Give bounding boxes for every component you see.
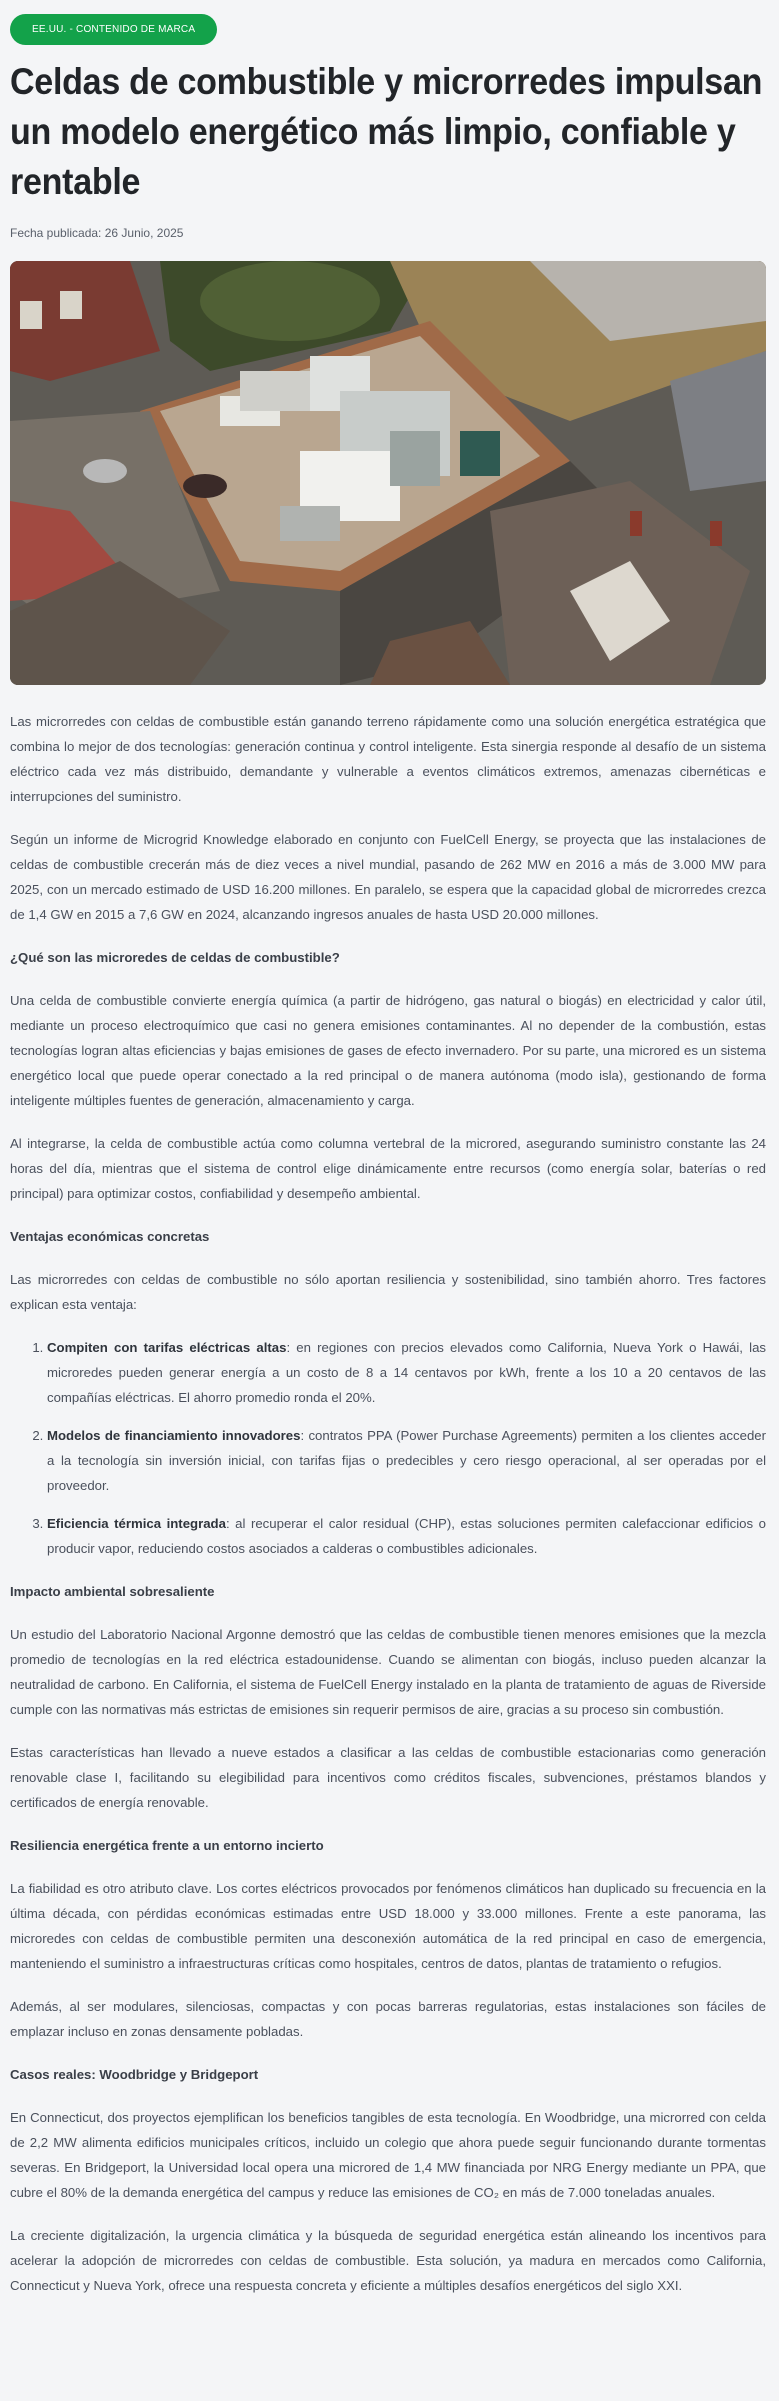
- list-item: [47, 1423, 766, 1498]
- section-heading-economic: Ventajas económicas concretas: [10, 1229, 210, 1244]
- section-heading-what-are: ¿Qué son las microredes de celdas de combustible?: [10, 950, 340, 965]
- list-item-title: Modelos de financiamiento innovadores: [47, 1428, 301, 1443]
- section-heading-environmental: Impacto ambiental sobresaliente: [10, 1584, 215, 1599]
- section5-paragraph-2: La creciente digitalización, la urgencia climática y la búsqueda de seguridad energética están alineando los incentivos para acelerar la adopción de microrredes con celdas de combustible. Esta solución, ya madura en mercados como California, Connecticut y Nueva York, ofrece una respuesta concreta y eficiente a múltiples desafíos energéticos del siglo XXI.: [10, 2228, 766, 2293]
- list-item: [47, 1335, 766, 1410]
- brand-content-badge[interactable]: EE.UU. - CONTENIDO DE MARCA: [10, 14, 217, 45]
- list-item-title: Compiten con tarifas eléctricas altas: [47, 1340, 287, 1355]
- section3-paragraph-2: Estas características han llevado a nueve estados a clasificar a las celdas de combustible estacionarias como generación renovable clase I, facilitando su elegibilidad para incentivos como créditos fiscales, subvenciones, préstamos blandos y certificados de energía renovable.: [10, 1745, 766, 1810]
- advantages-list: [10, 1335, 766, 1561]
- intro-paragraph-1: Las microrredes con celdas de combustible están ganando terreno rápidamente como una solución energética estratégica que combina lo mejor de dos tecnologías: generación continua y control inteligente. Esta sinergia responde al desafío de un sistema eléctrico cada vez más distribuido, demandante y vulnerable a eventos climáticos extremos, amenazas cibernéticas e interrupciones del suministro.: [10, 714, 766, 804]
- section4-paragraph-1: La fiabilidad es otro atributo clave. Los cortes eléctricos provocados por fenómenos climáticos han duplicado su frecuencia en la última década, con pérdidas económicas estimadas entre USD 18.000 y 33.000 millones. Frente a este panorama, las microredes con celdas de combustible permiten una desconexión automática de la red principal en caso de emergencia, manteniendo el suministro a infraestructuras críticas como hospitales, centros de datos, plantas de tratamiento o refugios.: [10, 1881, 766, 1971]
- section1-paragraph-2: Al integrarse, la celda de combustible actúa como columna vertebral de la microred, asegurando suministro constante las 24 horas del día, mientras que el sistema de control elige dinámicamente entre recursos (como energía solar, baterías o red principal) para optimizar costos, confiabilidad y desempeño ambiental.: [10, 1136, 766, 1201]
- section4-paragraph-2: Además, al ser modulares, silenciosas, compactas y con pocas barreras regulatorias, estas instalaciones son fáciles de emplazar incluso en zonas densamente pobladas.: [10, 1999, 766, 2039]
- list-item-text: : contratos PPA (Power Purchase Agreements) permiten a los clientes acceder a la tecnología sin inversión inicial, con tarifas fijas o predecibles y cero riesgo operacional, al ser operadas por el proveedor.: [47, 1428, 767, 1493]
- hero-image-fuel-cell-rooftop: [10, 261, 766, 685]
- article-title: Celdas de combustible y microrredes impulsan un modelo energético más limpio, confiable y rentable: [10, 61, 763, 202]
- publish-date: Fecha publicada: 26 Junio, 2025: [10, 226, 184, 240]
- article-body: [10, 709, 766, 2298]
- section-heading-resilience: Resiliencia energética frente a un entorno incierto: [10, 1838, 324, 1853]
- section3-paragraph-1: Un estudio del Laboratorio Nacional Argonne demostró que las celdas de combustible tienen menores emisiones que la mezcla promedio de tecnologías en la red eléctrica estadounidense. Cuando se alimentan con biogás, incluso pueden alcanzar la neutralidad de carbono. En California, el sistema de FuelCell Energy instalado en la planta de tratamiento de aguas de Riverside cumple con las normativas más estrictas de emisiones sin requerir permisos de aire, gracias a su proceso sin combustión.: [10, 1627, 766, 1717]
- section-heading-cases: Casos reales: Woodbridge y Bridgeport: [10, 2067, 259, 2082]
- list-item-text: : en regiones con precios elevados como California, Nueva York o Hawái, las microredes pueden generar energía a un costo de 8 a 14 centavos por kWh, frente a los 10 a 20 centavos de las compañías eléctricas. El ahorro promedio ronda el 20%.: [47, 1340, 766, 1405]
- list-item-title: Eficiencia térmica integrada: [47, 1516, 226, 1531]
- section2-intro: Las microrredes con celdas de combustible no sólo aportan resiliencia y sostenibilidad, sino también ahorro. Tres factores explican esta ventaja:: [10, 1272, 766, 1312]
- list-item: [47, 1511, 766, 1561]
- intro-paragraph-2: Según un informe de Microgrid Knowledge elaborado en conjunto con FuelCell Energy, se proyecta que las instalaciones de celdas de combustible crecerán más de diez veces a nivel mundial, pasando de 262 MW en 2016 a más de 3.000 MW para 2025, con un mercado estimado de USD 16.200 millones. En paralelo, se espera que la capacidad global de microrredes crezca de 1,4 GW en 2015 a 7,6 GW en 2024, alcanzando ingresos anuales de hasta USD 20.000 millones.: [10, 832, 766, 922]
- aerial-photo-illustration: [10, 261, 766, 685]
- section1-paragraph-1: Una celda de combustible convierte energía química (a partir de hidrógeno, gas natural o biogás) en electricidad y calor útil, mediante un proceso electroquímico que casi no genera emisiones contaminantes. Al no depender de la combustión, estas tecnologías logran altas eficiencias y bajas emisiones de gases de efecto invernadero. Por su parte, una microred es un sistema energético local que puede operar conectado a la red principal o de manera autónoma (modo isla), gestionando de forma inteligente múltiples fuentes de generación, almacenamiento y carga.: [10, 993, 766, 1108]
- section5-paragraph-1: En Connecticut, dos proyectos ejemplifican los beneficios tangibles de esta tecnología. En Woodbridge, una microrred con celda de 2,2 MW alimenta edificios municipales críticos, incluido un colegio que ahora puede seguir funcionando durante tormentas severas. En Bridgeport, la Universidad local opera una microred de 1,4 MW financiada por NRG Energy mediante un PPA, que cubre el 80% de la demanda energética del campus y reduce las emisiones de CO₂ en más de 7.000 toneladas anuales.: [10, 2110, 766, 2200]
- list-item-text: : al recuperar el calor residual (CHP), estas soluciones permiten calefaccionar edificios o producir vapor, reduciendo costos asociados a calderas o combustibles adicionales.: [47, 1516, 766, 1556]
